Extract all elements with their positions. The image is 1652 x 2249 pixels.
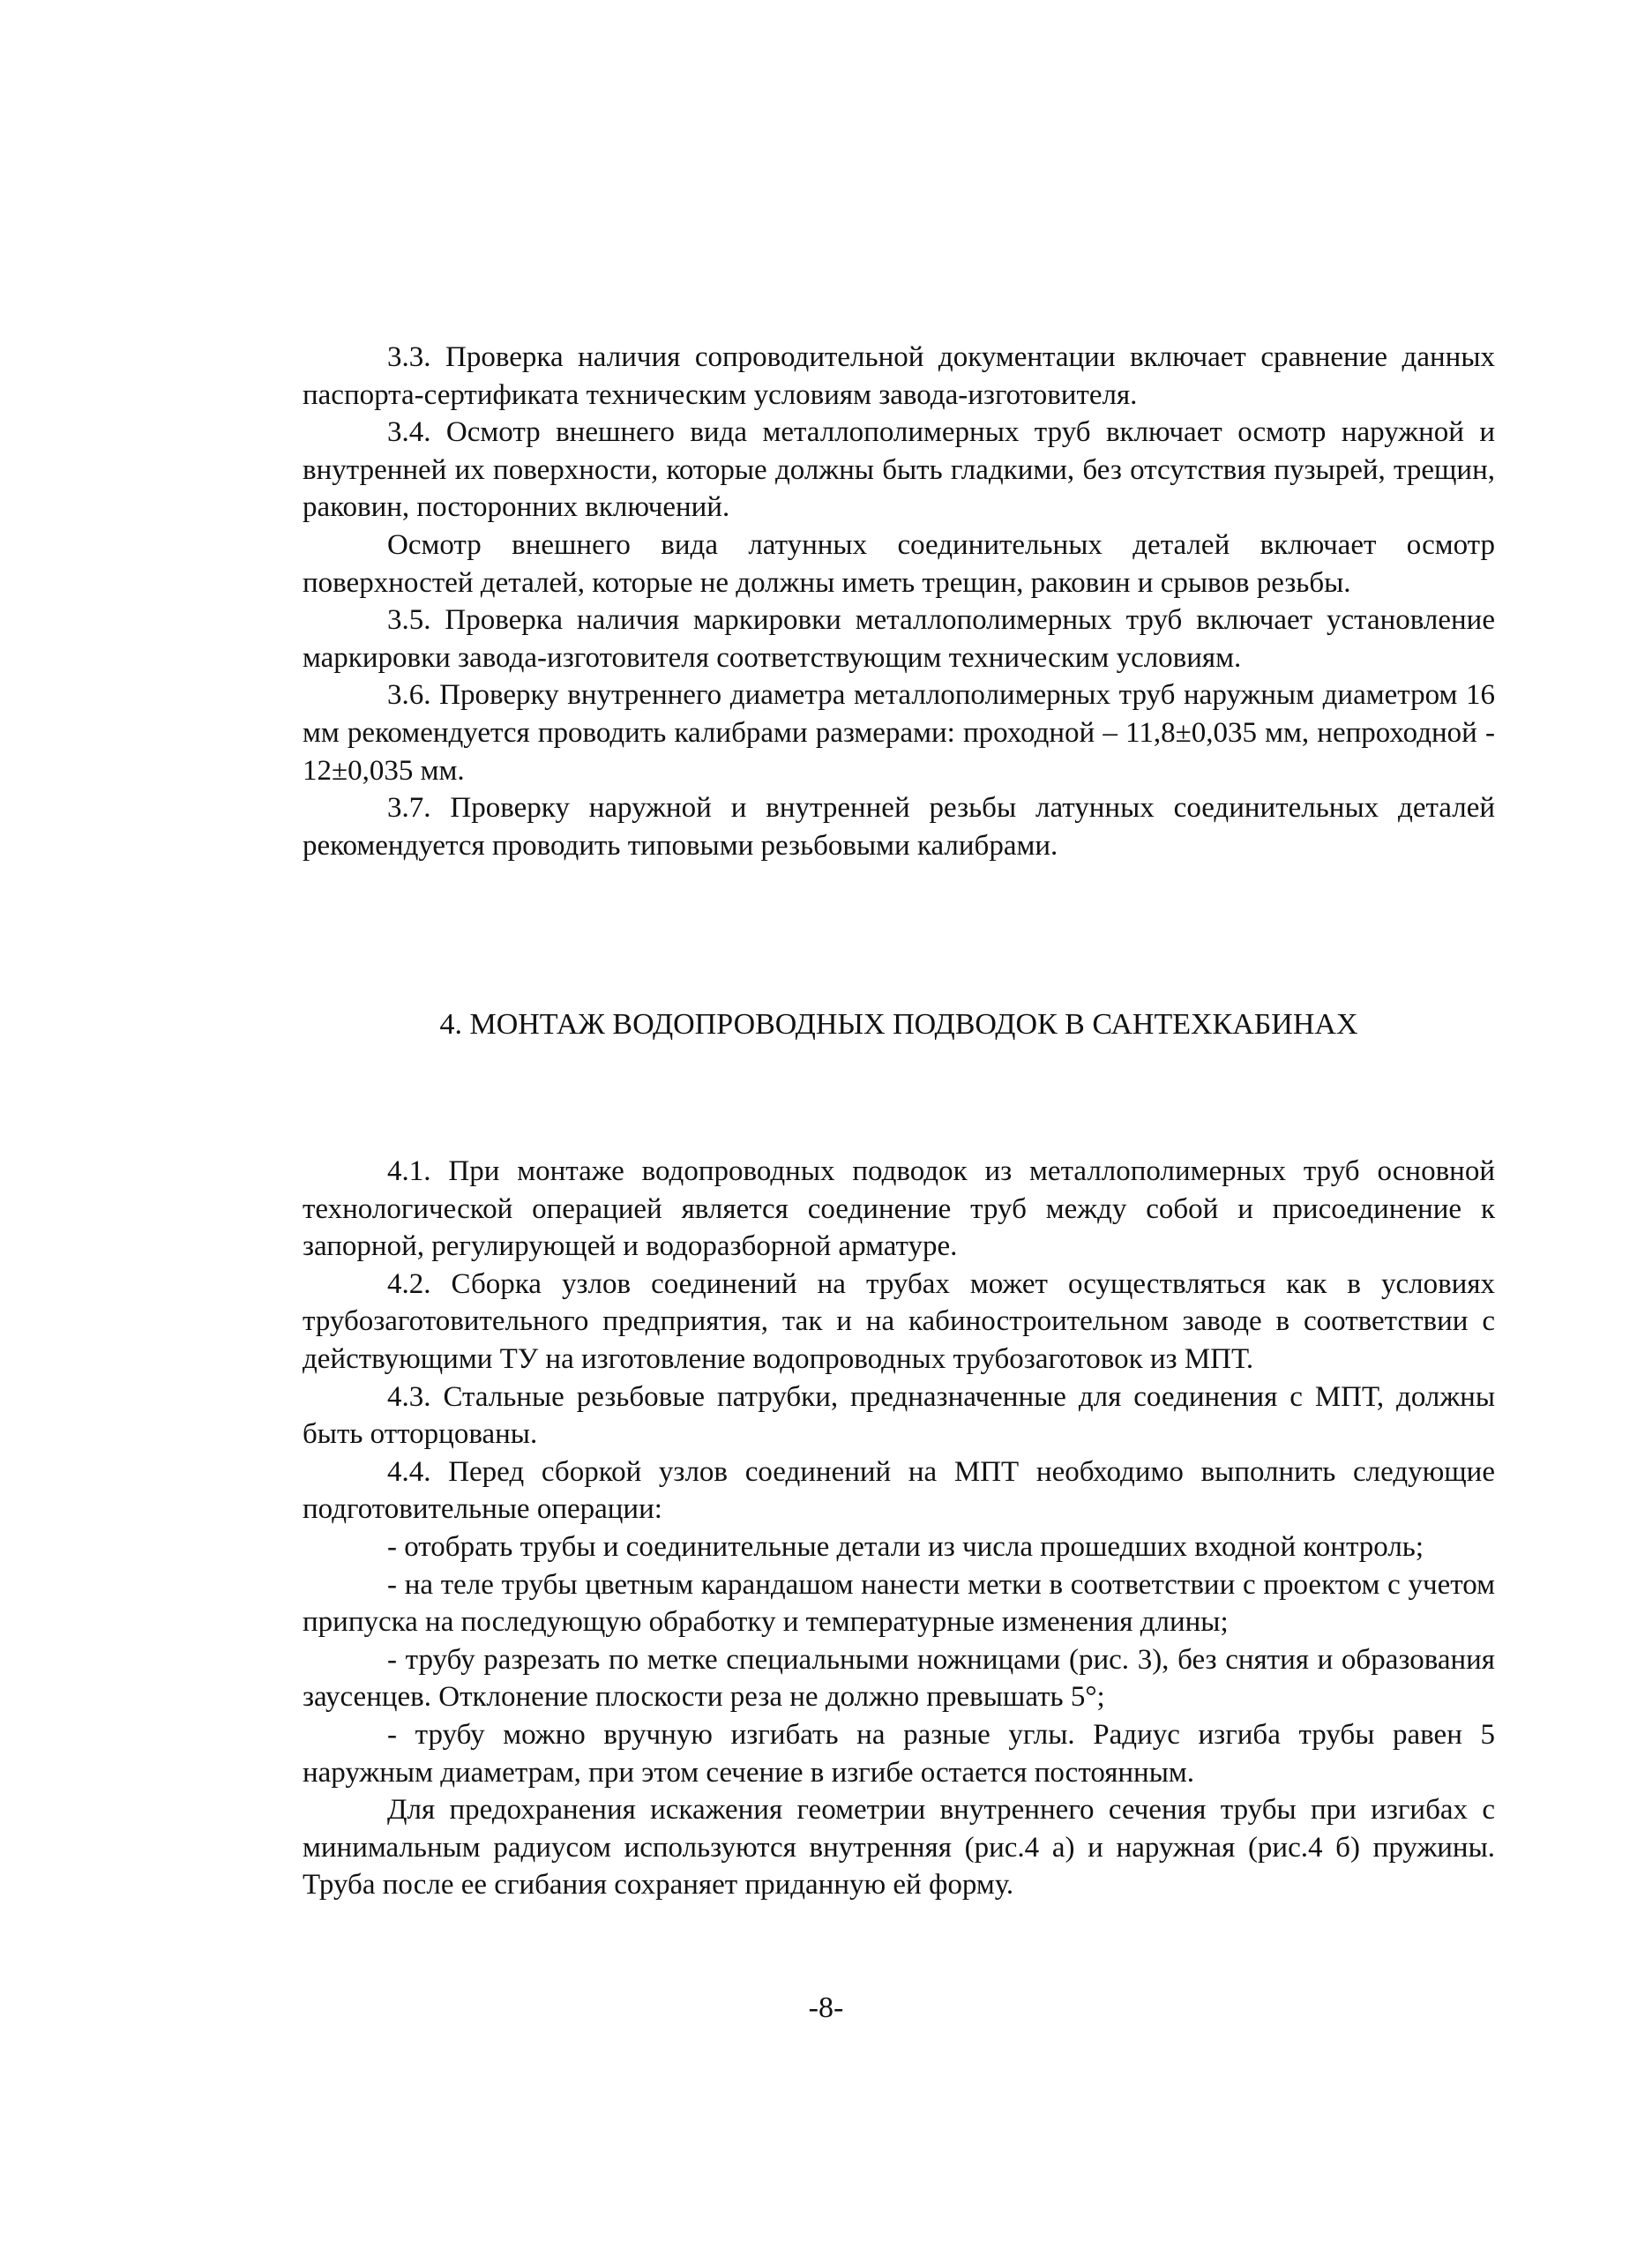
- paragraph-4-2: 4.2. Сборка узлов соединений на трубах может осуществляться как в условиях трубозаготовительного предприятия, так и на кабиностроительном заводе в соответствии с действующими ТУ на изготовление водопроводных трубозаготовок из МПТ.: [303, 1267, 1495, 1375]
- list-item-cut-pipe: - трубу разрезать по метке специальными ножницами (рис. 3), без снятия и образования заусенцев. Отклонение плоскости реза не должно превышать 5°;: [303, 1643, 1495, 1714]
- paragraph-3-4-brass-fittings: Осмотр внешнего вида латунных соединительных деталей включает осмотр поверхностей деталей, которые не должны иметь трещин, раковин и срывов резьбы.: [303, 528, 1495, 599]
- paragraph-4-4: 4.4. Перед сборкой узлов соединений на МПТ необходимо выполнить следующие подготовительные операции:: [303, 1455, 1495, 1526]
- list-item-bend-pipe: - трубу можно вручную изгибать на разные углы. Радиус изгиба трубы равен 5 наружным диаметрам, при этом сечение в изгибе остается постоянным.: [303, 1718, 1495, 1789]
- section-4-heading: 4. МОНТАЖ ВОДОПРОВОДНЫХ ПОДВОДОК В САНТЕХКАБИНАХ: [439, 1008, 1358, 1041]
- paragraph-3-7: 3.7. Проверку наружной и внутренней резьбы латунных соединительных деталей рекомендуется проводить типовыми резьбовыми калибрами.: [303, 792, 1495, 862]
- list-item-select-pipes: - отобрать трубы и соединительные детали из числа прошедших входной контроль;: [387, 1530, 1424, 1563]
- section-3-body: [303, 339, 1495, 864]
- list-item-mark-pipe: - на теле трубы цветным карандашом нанести метки в соответствии с проектом с учетом припуска на последующую обработку и температурные изменения длины;: [303, 1568, 1495, 1639]
- paragraph-3-6: 3.6. Проверку внутреннего диаметра металлополимерных труб наружным диаметром 16 мм рекомендуется проводить калибрами размерами: проходной – 11,8±0,035 мм, непроходной - 12±0,035 мм.: [303, 679, 1495, 787]
- paragraph-3-3: 3.3. Проверка наличия сопроводительной документации включает сравнение данных паспорта-сертификата техническим условиям завода-изготовителя.: [303, 341, 1495, 411]
- paragraph-3-4: 3.4. Осмотр внешнего вида металлополимерных труб включает осмотр наружной и внутренней их поверхности, которые должны быть гладкими, без отсутствия пузырей, трещин, раковин, посторонних включений.: [303, 416, 1495, 524]
- page-number: -8-: [808, 1991, 844, 2024]
- paragraph-4-1: 4.1. При монтаже водопроводных подводок из металлополимерных труб основной технологической операцией является соединение труб между собой и присоединение к запорной, регулирующей и водоразборной арматуре.: [303, 1155, 1495, 1263]
- paragraph-springs: Для предохранения искажения геометрии внутреннего сечения трубы при изгибах с минимальным радиусом используются внутренняя (рис.4 а) и наружная (рис.4 б) пружины. Труба после ее сгибания сохраняет приданную ей форму.: [303, 1794, 1495, 1902]
- paragraph-3-5: 3.5. Проверка наличия маркировки металлополимерных труб включает установление маркировки завода-изготовителя соответствующим техническим условиям.: [303, 604, 1495, 674]
- section-4-body: [303, 1153, 1495, 1904]
- paragraph-4-3: 4.3. Стальные резьбовые патрубки, предназначенные для соединения с МПТ, должны быть отторцованы.: [303, 1380, 1495, 1451]
